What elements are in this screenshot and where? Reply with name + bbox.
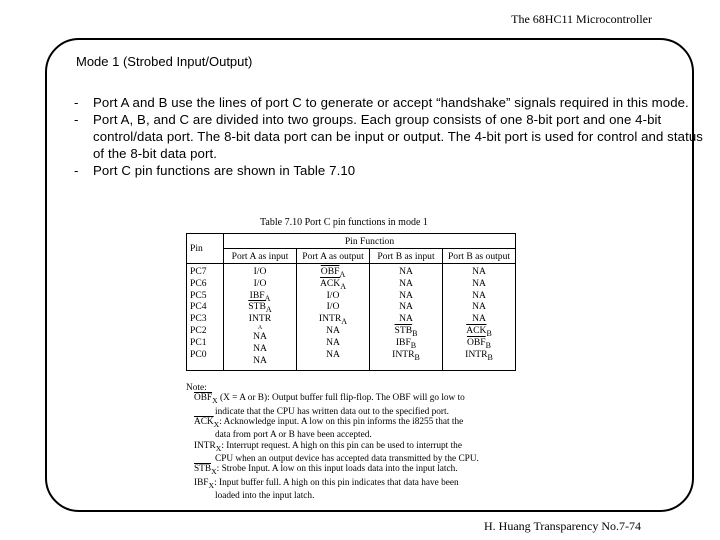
- note-intr: $INTR_X$: Interrupt request. A high on this pin can be used to interrupt the: [194, 440, 462, 453]
- port-b-output-column: NA NA NA NA NA $\overline{ACK}_B$ $\overline{OBF}_B$ $INTR_B$: [443, 264, 516, 371]
- bullet-item: - Port C pin functions are shown in Table 7.10: [74, 163, 356, 178]
- column-header: Port A as output: [297, 249, 370, 264]
- column-header: Port B as input: [370, 249, 443, 264]
- note-ack: $\overline{ACK}_X$: Acknowledge input. A low on this pin informs the i8255 that the: [194, 417, 464, 429]
- note-ibf: $IBF_X$: Input buffer full. A high on this pin indicates that data have been: [194, 477, 459, 490]
- running-header: The 68HC11 Microcontroller: [511, 12, 652, 26]
- bullet-item: - Port A, B, and C are divided into two groups. Each group consists of one 8-bit port and one 4-bit control/data port. The 8-bit data port can be input or output. The 4-bit port is used for control and status of the 8-bit data port.: [74, 112, 703, 161]
- column-header: Port A as input: [224, 249, 297, 264]
- column-header: Port B as output: [443, 249, 516, 264]
- port-b-input-column: NA NA NA NA NA $\overline{STB}_B$ $IBF_B$ $INTR_B$: [370, 264, 443, 371]
- port-a-input-column: I/O I/O $IBF_A$ $\overline{STB}_A$ INTR A NA NA NA: [224, 264, 297, 371]
- note-obf: $\overline{OBF}_X$ (X = A or B): Output buffer full flip-flop. The OBF will go low to: [194, 393, 465, 406]
- footer-transparency-number: H. Huang Transparency No.7-74: [484, 519, 641, 533]
- note-heading: Note:: [186, 383, 207, 393]
- dash-icon: -: [74, 95, 79, 110]
- table-caption: Table 7.10 Port C pin functions in mode 1: [260, 217, 428, 228]
- slide-title: Mode 1 (Strobed Input/Output): [76, 54, 253, 69]
- bullet-item: - Port A and B use the lines of port C to generate or accept “handshake” signals required in this mode.: [74, 95, 689, 110]
- pin-function-table: [186, 233, 516, 371]
- dash-icon: -: [74, 112, 79, 127]
- port-a-output-column: $\overline{OBF}_A$ $\overline{ACK}_A$ I/O I/O $INTR_A$ NA NA NA: [297, 264, 370, 371]
- pin-header: Pin: [187, 234, 224, 264]
- pin-names: PC7 PC6 PC5 PC4 PC3 PC2 PC1 PC0: [187, 264, 224, 371]
- dash-icon: -: [74, 163, 79, 178]
- bullet-list: [74, 94, 714, 179]
- pin-function-header: Pin Function: [224, 234, 516, 249]
- note-stb: $\overline{STB}_X$: Strobe Input. A low on this input loads data into the input latch.: [194, 464, 458, 477]
- table-notes: Note: $\overline{OBF}_X$ (X = A or B): Output buffer full flip-flop. The OBF will go low to indicate that the CPU has written data out to the specified port. $\overline{ACK}_X$: Acknowledge input. A low on this pin informs the i8255 that the data from port A or B have been accepted. $INTR_X$: Interrupt request. A high on this pin can be used to interrupt the CPU when an output device has accepted data transmitted by the CPU. $\overline{STB}_X$: Strobe Input. A low on this input loads data into the input latch. $IBF_X$: Input buffer full. A high on this pin indicates that data have been loaded into the input latch.: [186, 383, 516, 501]
